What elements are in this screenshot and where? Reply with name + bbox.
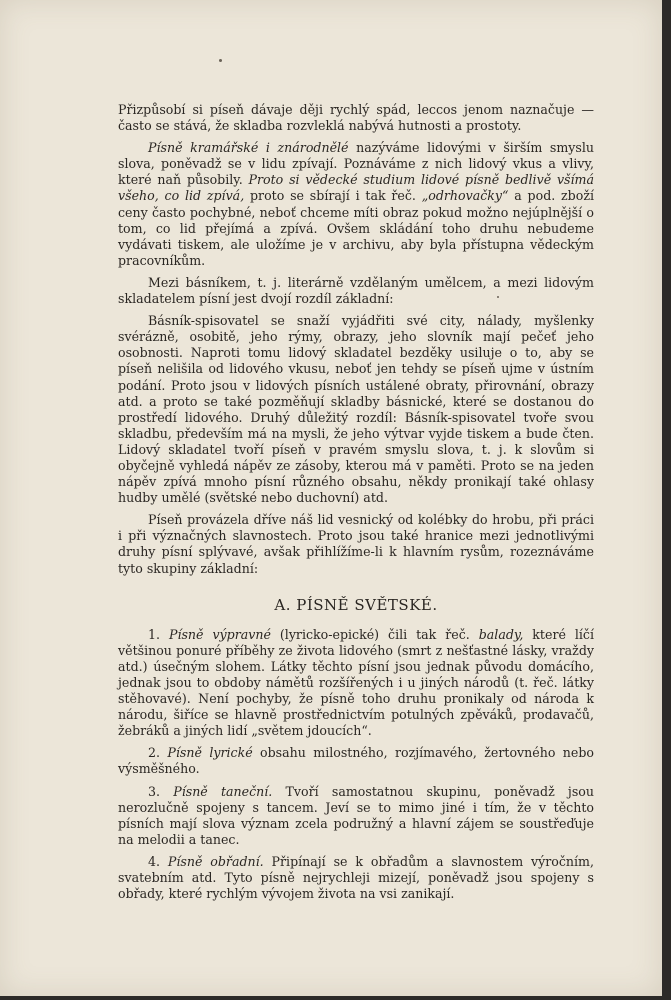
list-item: 4. Písně obřadní. Připínají se k obřadům a slavnostem výročním, svatebním atd. Tyto písně nejrychleji mizejí, poněvadž jsou spojeny s obřady, které rychlým vývojem života na vsi zanikají. [118,853,594,902]
list-item: 3. Písně taneční. Tvoří samostatnou skupinu, poněvadž jsou nerozlučně spojeny s tancem. Jeví se to mimo jiné i tím, že v těchto písních mají slova význam zcela podružný a hlavní zájem se soustřeďuje na melodii a tanec. [118,783,594,847]
paper-speck [219,59,222,62]
paragraph: Básník-spisovatel se snaží vyjádřiti své city, nálady, myšlenky svérázně, osobitě, jeho rýmy, obrazy, jeho slovník mají pečeť jeho osobnosti. Naproti tomu lidový skladatel bezděky usiluje o to, aby se píseň nelišila od lidového vkusu, neboť jen tehdy se píseň ujme v ústním podání. Proto jsou v lidových písních ustálené obraty, přirovnání, obrazy atd. a proto se také pozměňují skladby básnické, které se dostanou do prostředí lidového. Druhý důležitý rozdíl: Básník-spisovatel tvoře svou skladbu, především má na mysli, že jeho výtvar vyjde tiskem a bude čten. Lidový skladatel tvoří píseň v pravém smyslu slova, t. j. k slovům si obyčejně vyhledá nápěv ze zásoby, kterou má v paměti. Proto se na jeden nápěv zpívá mnoho písní různého obsahu, někdy pronikají také ohlasy hudby umělé (světské nebo duchovní) atd. [118,313,594,506]
paragraph: Mezi básníkem, t. j. literárně vzdělaným umělcem, a mezi lidovým skladatelem písní jest dvojí rozdíl základní: [118,274,594,307]
paragraph: Přizpůsobí si píseň dávaje ději rychlý spád, leccos jenom naznačuje — často se stává, že skladba rozvleklá nabývá hutnosti a prostoty. [118,102,594,134]
page-text [118,102,594,908]
paragraph: Píseň provázela dříve náš lid vesnický od kolébky do hrobu, při práci i při význačných slavnostech. Proto jsou také hranice mezi jednotlivými druhy písní splývavé, avšak přihlížíme-li k hlavním rysům, rozeznáváme tyto skupiny základní: [118,512,594,576]
list-item: 1. Písně výpravné (lyricko-epické) čili tak řeč. balady, které líčí většinou ponuré příběhy ze života lidového (smrt z nešťastné lásky, vraždy atd.) úsečným slohem. Látky těchto písní jsou jednak původu domácího, jednak jsou to obdoby námětů rozšířených i u jiných národů (t. řeč. látky stěhovavé). Není pochyby, že písně toho druhu pronikaly od národa k národu, šiříce se hlavně prostřednictvím potulných zpěváků, prodavačů, žebráků a jiných lidí „světem jdoucích“. [118,626,594,739]
list-item: 2. Písně lyrické obsahu milostného, rozjímavého, žertovného nebo výsměšného. [118,745,594,777]
section-heading: A. PÍSNĚ SVĚTSKÉ. [274,595,438,614]
paragraph: Písně kramářské i znárodnělé nazýváme lidovými v širším smyslu slova, poněvadž se v lidu zpívají. Poznáváme z nich lidový vkus a vlivy, které naň působily. Proto si vědecké studium lidové písně bedlivě všímá všeho, co lid zpívá, proto se sbírají i tak řeč. „odrhovačky“ a pod. zboží ceny často pochybné, neboť chceme míti obraz pokud možno nejúplnější o tom, co lid přejímá a zpívá. Ovšem skládání toho druhu nebudeme vydávati tiskem, ale uložíme je v archivu, aby byla přístupna vědeckým pracovníkům. [118,140,595,268]
